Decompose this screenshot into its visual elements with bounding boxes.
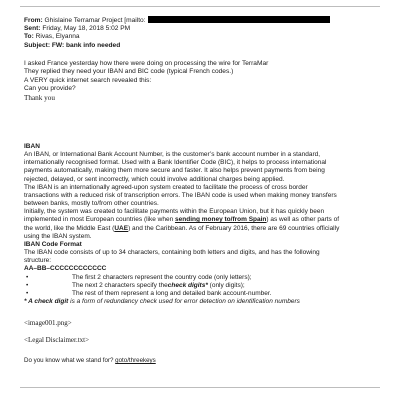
bullet-icon: • bbox=[26, 289, 29, 297]
format-heading: IBAN Code Format bbox=[24, 240, 82, 248]
iban-text-line: internationally recognised format. Used with a Bank Identifier Code (BIC), it helps to process international bbox=[24, 159, 327, 167]
to-line: To: Rivas, Elyanna bbox=[24, 33, 80, 41]
iban-text-line: An IBAN, or International Bank Account Number, is the customer’s bank account number in a standard, bbox=[24, 151, 321, 159]
signature: Do you know what we stand for? goto/threekeys bbox=[24, 357, 156, 364]
iban-text-line: The IBAN code consists of up to 34 characters, containing both letters and digits, and has the following bbox=[24, 249, 320, 257]
attachment-disclaimer[interactable]: <Legal Disclaimer.txt> bbox=[24, 336, 90, 344]
iban-text-line: using the IBAN system. bbox=[24, 232, 92, 240]
bullet-icon: • bbox=[26, 281, 29, 289]
top-rule bbox=[20, 6, 380, 7]
iban-text-line: The IBAN is an internationally agreed-upon system created to facilitate the process of cross border bbox=[24, 183, 308, 191]
intro-line: Can you provide? bbox=[24, 85, 76, 93]
attachment-image[interactable]: <image001.png> bbox=[24, 319, 72, 327]
iban-section bbox=[24, 143, 380, 306]
iban-text-line: rejected, delayed, or sent incorrectly, which could involve additional charges being applied. bbox=[24, 175, 285, 183]
iban-text-line: between banks, mostly to/from other countries. bbox=[24, 200, 159, 208]
intro-line: I asked France yesterday how there were doing on processing the wire for TerraMar bbox=[24, 60, 269, 67]
iban-text-line: Initially, the system was created to facilitate payments within the European Union, but it has quickly been bbox=[24, 208, 325, 216]
iban-text-line: structure: bbox=[24, 257, 52, 265]
intro-line: A VERY quick internet search revealed this: bbox=[24, 76, 152, 84]
email-header bbox=[24, 16, 384, 50]
subject-value: FW: bank info needed bbox=[51, 41, 121, 49]
bullet-item: • The next 2 characters specify thecheck digits* (only digits); bbox=[26, 281, 245, 289]
attachments bbox=[24, 319, 324, 353]
sent-line: Sent: Friday, May 18, 2018 5:02 PM bbox=[24, 25, 131, 33]
bullet-item: • The rest of them represent a long and detailed bank account-number. bbox=[26, 289, 272, 297]
iban-heading: IBAN bbox=[24, 143, 40, 150]
to-value: Rivas, Elyanna bbox=[35, 33, 80, 41]
subject-line: Subject: FW: bank info needed bbox=[24, 41, 121, 49]
bottom-rule bbox=[20, 387, 380, 388]
intro-closing: Thank you bbox=[24, 93, 55, 102]
from-line: From: Ghislaine Terramar Project [mailto: bbox=[24, 16, 384, 25]
sent-value: Friday, May 18, 2018 5:02 PM bbox=[42, 25, 131, 33]
spain-link[interactable]: sending money to/from Spain bbox=[175, 216, 267, 224]
iban-text-line: the world, like the Middle East (UAE) and the Caribbean. As of February 2016, there are 69 countries officially bbox=[24, 224, 340, 232]
threekeys-link[interactable]: goto/threekeys bbox=[115, 357, 156, 364]
footnote: * A check digit is a form of redundancy check used for error detection on identification numbers bbox=[24, 297, 300, 305]
bullet-icon: • bbox=[26, 273, 29, 281]
bullet-item: • The first 2 characters represent the country code (only letters); bbox=[26, 273, 252, 281]
iban-structure: AA–BB–CCCCCCCCCCCC bbox=[24, 265, 107, 273]
iban-text-line: payments automatically, making them more secure and faster. It also helps prevent payments from being bbox=[24, 167, 325, 175]
from-value: Ghislaine Terramar Project [mailto: bbox=[44, 17, 146, 24]
intro-text bbox=[24, 60, 384, 102]
uae-link[interactable]: UAE bbox=[114, 224, 129, 232]
iban-text-line: transactions with a reduced risk of transcription errors. The IBAN code is used when making money transfers bbox=[24, 191, 337, 199]
redaction-bar bbox=[148, 16, 330, 23]
intro-line: They replied they need your IBAN and BIC code (typical French codes.) bbox=[24, 68, 234, 76]
iban-text-line: implemented in most European countries (like when sending money to/from Spain) as well as other parts of bbox=[24, 216, 340, 224]
